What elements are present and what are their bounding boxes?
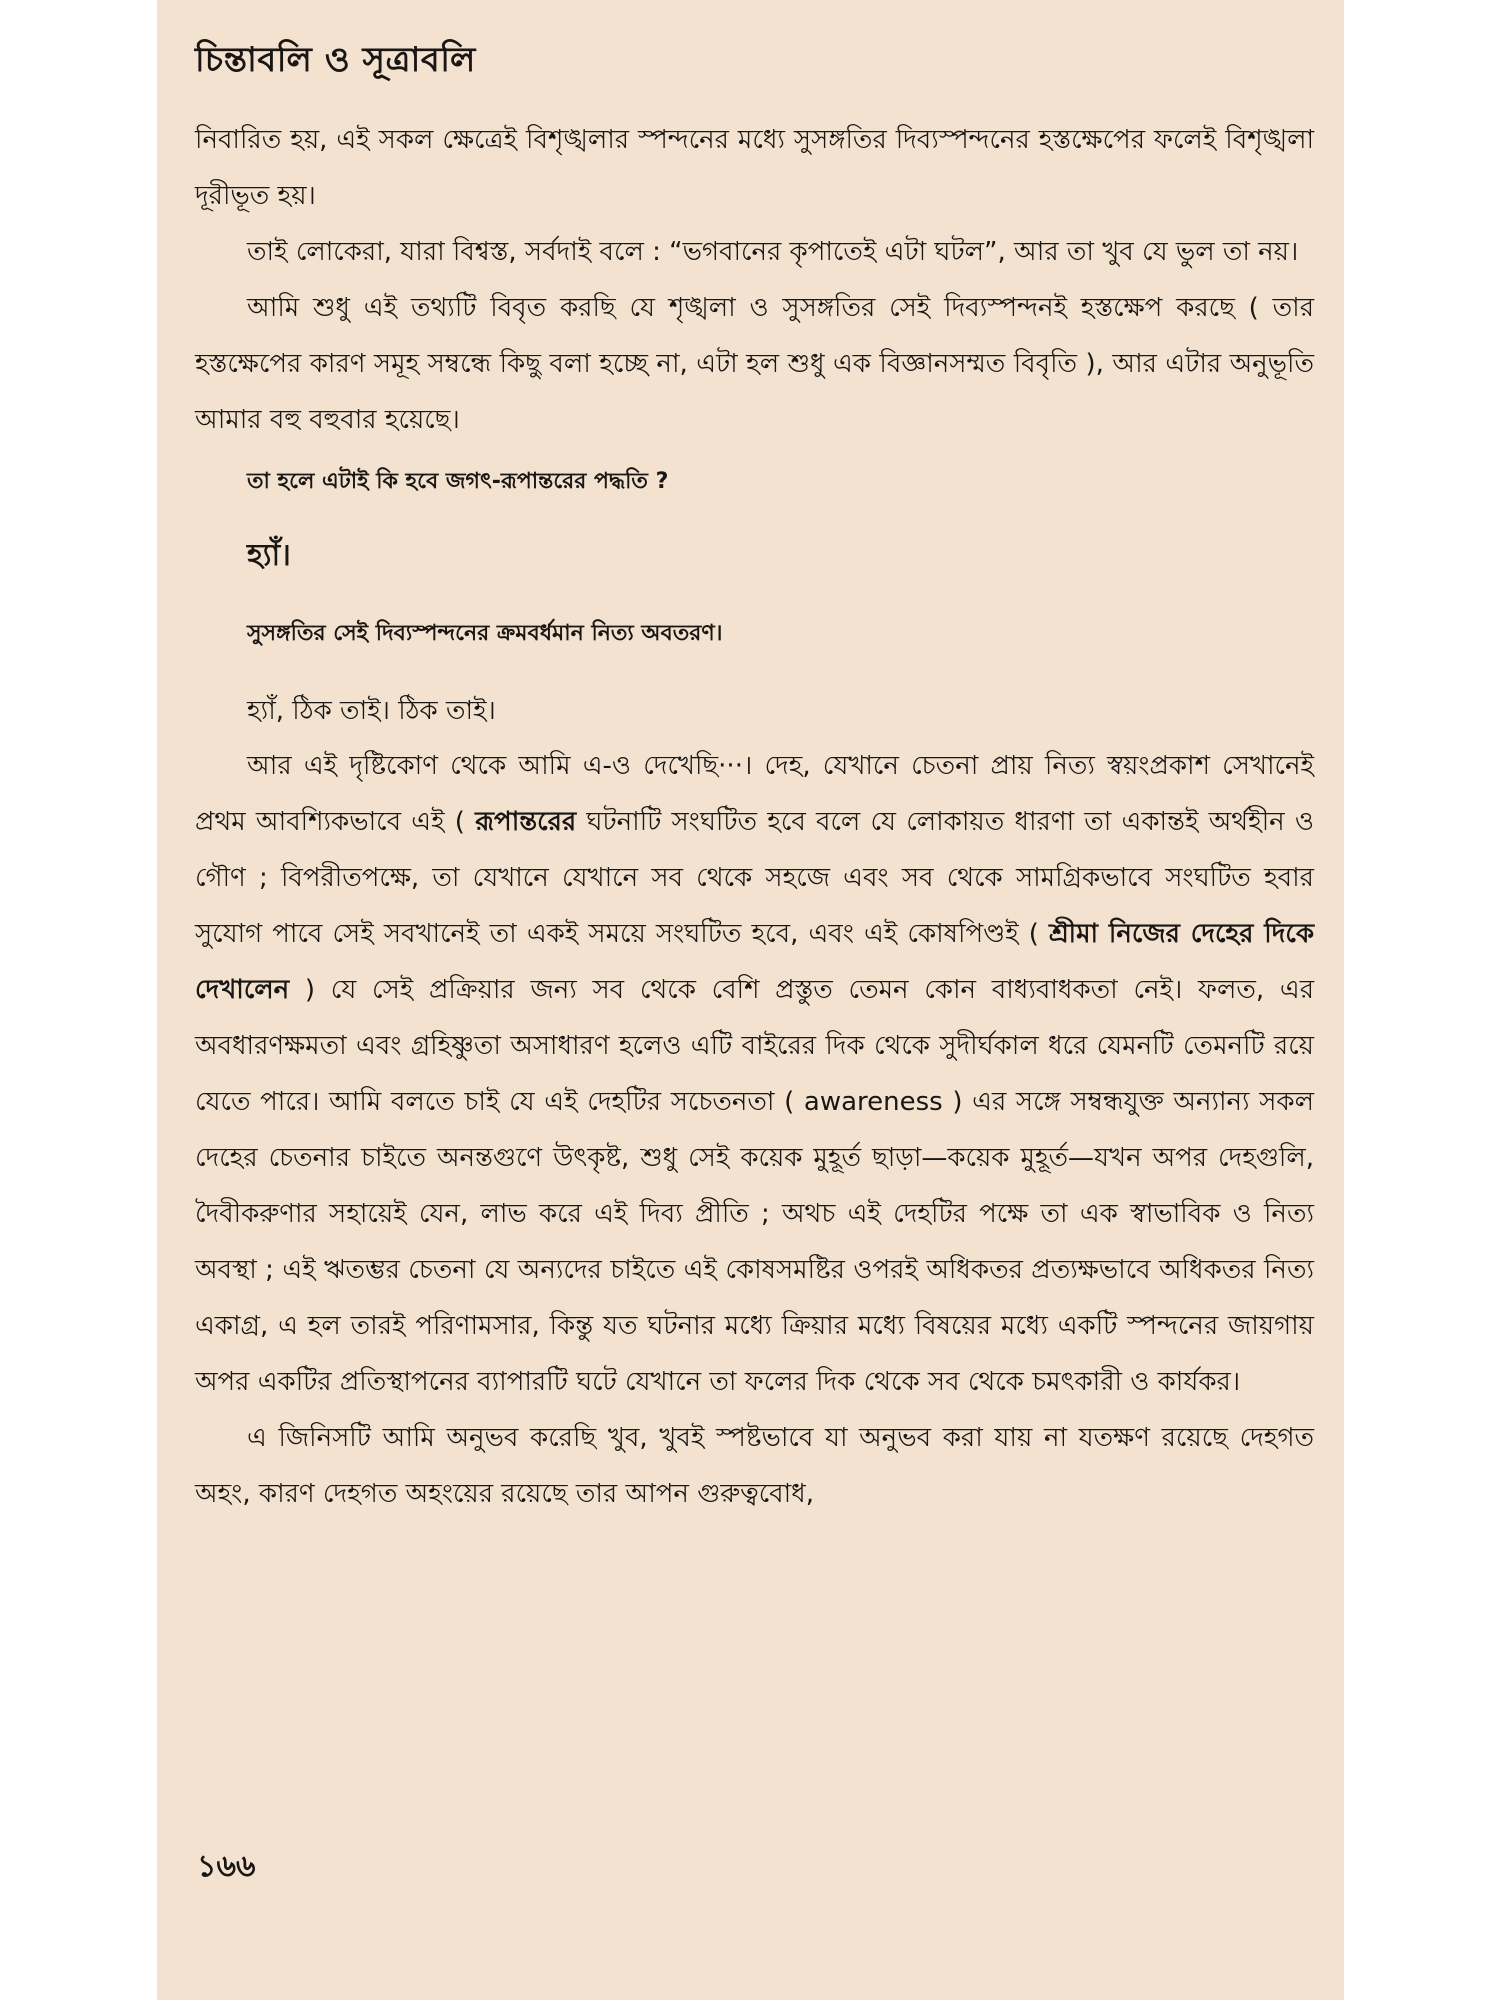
question-2: সুসঙ্গতির সেই দিব্যস্পন্দনের ক্রমবর্ধমান নিত্য অবতরণ। bbox=[247, 621, 723, 646]
stage-direction: শ্রীমা নিজের দেহের দিকে দেখালেন bbox=[195, 919, 1315, 1005]
running-header: চিন্তাবলি ও সূত্রাবলি bbox=[195, 40, 476, 80]
page-number: ১৬৬ bbox=[197, 1849, 256, 1884]
paragraph-2: তাই লোকেরা, যারা বিশ্বস্ত, সর্বদাই বলে : “ভগবানের কৃপাতেই এটা ঘটল”, আর তা খুব যে ভুল তা নয়। bbox=[247, 237, 1299, 267]
answer-1: হ্যাঁ। bbox=[247, 538, 291, 573]
paragraph-3: আমি শুধু এই তথ্যটি বিবৃত করছি যে শৃঙ্খলা ও সুসঙ্গতির সেই দিব্যস্পন্দনই হস্তক্ষেপ করছে ( তার হস্তক্ষেপের কারণ সমূহ সম্বন্ধে কিছু বলা হচ্ছে না, এটা হল শুধু এক বিজ্ঞানসম্মত বিবৃতি ), আর এটার অনুভূতি আমার বহু বহুবার হয়েছে। bbox=[195, 293, 1314, 435]
paragraph-1: নিবারিত হয়, এই সকল ক্ষেত্রেই বিশৃঙ্খলার স্পন্দনের মধ্যে সুসঙ্গতির দিব্যস্পন্দনের হস্তক্ষেপের ফলেই বিশৃঙ্খলা দূরীভূত হয়। bbox=[195, 125, 1314, 211]
answer-2: হ্যাঁ, ঠিক তাই। ঠিক তাই। bbox=[247, 696, 496, 726]
transformation-emphasis: রূপান্তরের bbox=[475, 807, 577, 837]
question-1: তা হলে এটাই কি হবে জগৎ-রূপান্তরের পদ্ধতি ? bbox=[247, 469, 669, 494]
paragraph-6-part-e: ) যে সেই প্রক্রিয়ার জন্য সব থেকে বেশি প্রস্তুত তেমন কোন বাধ্যবাধকতা নেই। ফলত, এর অবধারণক্ষমতা এবং গ্রহিষ্ণুতা অসাধারণ হলেও এটি বাইরের দিক থেকে সুদীর্ঘকাল ধরে যেমনটি তেমনটি রয়ে যেতে পারে। আমি বলতে চাই যে এই দেহটির সচেতনতা ( awareness ) এর সঙ্গে সম্বন্ধযুক্ত অন্যান্য সকল দেহের চেতনার চাইতে অনন্তগুণে উৎকৃষ্ট, শুধু সেই কয়েক মুহূর্ত ছাড়া—কয়েক মুহূর্ত—যখন অপর দেহগুলি, দৈবীকরুণার সহায়েই যেন, লাভ করে এই দিব্য প্রীতি ; অথচ এই দেহটির পক্ষে তা এক স্বাভাবিক ও নিত্য অবস্থা ; এই ঋতম্ভর চেতনা যে অন্যদের চাইতে এই কোষসমষ্টির ওপরই অধিকতর প্রত্যক্ষভাবে অধিকতর নিত্য একাগ্র, এ হল তারই পরিণামসার, কিন্তু যত ঘটনার মধ্যে ক্রিয়ার মধ্যে বিষয়ের মধ্যে একটি স্পন্দনের জায়গায় অপর একটির প্রতিস্থাপনের ব্যাপারটি ঘটে যেখানে তা ফলের দিক থেকে সব থেকে চমৎকারী ও কার্যকর। bbox=[195, 975, 1315, 1397]
paragraph-7: এ জিনিসটি আমি অনুভব করেছি খুব, খুবই স্পষ্টভাবে যা অনুভব করা যায় না যতক্ষণ রয়েছে দেহগত অহং, কারণ দেহগত অহংয়ের রয়েছে তার আপন গুরুত্ববোধ, bbox=[195, 1423, 1314, 1509]
book-page bbox=[157, 0, 1344, 2000]
paragraph-6-part-c: ঘটনাটি সংঘটিত হবে বলে যে লোকায়ত ধারণা তা একান্তই অর্থহীন ও গৌণ ; বিপরীতপক্ষে, তা যেখানে যেখানে সব থেকে সহজে এবং সব থেকে সামগ্রিকভাবে সংঘটিত হবার সুযোগ পাবে সেই সবখানেই তা একই সময়ে সংঘটিত হবে, এবং এই কোষপিণ্ডই ( bbox=[195, 807, 1314, 949]
paragraph-6-part-a: আর এই দৃষ্টিকোণ থেকে আমি এ-ও দেখেছি···। দেহ, যেখানে চেতনা প্রায় নিত্য স্বয়ংপ্রকাশ সেখানেই প্রথম আবশ্যিকভাবে এই ( bbox=[195, 751, 1314, 837]
paragraph-6 bbox=[195, 738, 1314, 1410]
